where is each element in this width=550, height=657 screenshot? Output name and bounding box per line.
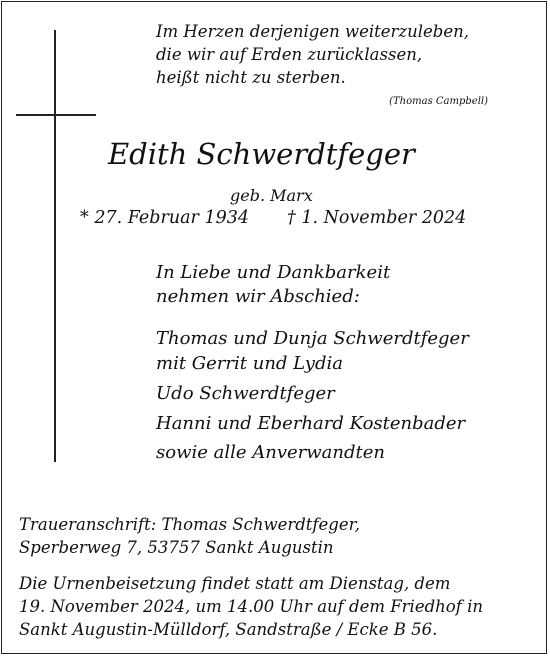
maiden-name: geb. Marx [230, 186, 313, 205]
quote-line: Im Herzen derjenigen weiterzuleben, [156, 22, 469, 41]
quote-line: die wir auf Erden zurücklassen, [156, 45, 423, 64]
burial-line: 19. November 2024, um 14.00 Uhr auf dem Friedhof in [19, 597, 483, 616]
farewell-line: In Liebe und Dankbarkeit [156, 262, 391, 283]
quote-author: (Thomas Campbell) [389, 96, 488, 107]
death-date: † 1. November 2024 [287, 208, 467, 228]
mourner-line: Thomas und Dunja Schwerdtfeger [156, 328, 469, 349]
cross-vertical-bar [54, 30, 56, 462]
mourner-line: Hanni und Eberhard Kostenbader [156, 413, 466, 434]
burial-line: Die Urnenbeisetzung findet statt am Dienstag, dem [19, 574, 451, 593]
farewell-line: nehmen wir Abschied: [156, 286, 360, 307]
mourner-line: sowie alle Anverwandten [156, 442, 385, 463]
address-line: Sperberweg 7, 53757 Sankt Augustin [19, 538, 334, 557]
birth-date: * 27. Februar 1934 [80, 208, 249, 228]
address-line: Traueranschrift: Thomas Schwerdtfeger, [19, 515, 360, 534]
quote-line: heißt nicht zu sterben. [156, 68, 346, 87]
deceased-name: Edith Schwerdtfeger [108, 137, 415, 171]
mourner-line: mit Gerrit und Lydia [156, 353, 343, 374]
burial-line: Sankt Augustin-Mülldorf, Sandstraße / Ecke B 56. [19, 620, 438, 639]
mourner-line: Udo Schwerdtfeger [156, 383, 335, 404]
cross-horizontal-bar [16, 114, 96, 116]
